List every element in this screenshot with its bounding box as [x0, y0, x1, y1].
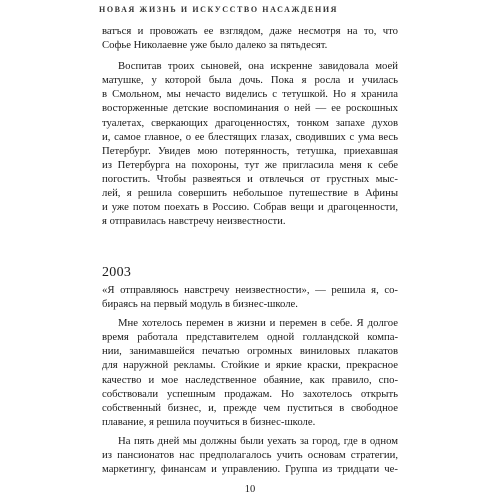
text-line: погостить. Чтобы развеяться и отвлечься от грустных мыс- [102, 172, 398, 185]
text-line: бираясь на первый модуль в бизнес-школе. [102, 298, 298, 311]
text-line: Воспитав троих сыновей, она искренне завидовала моей [118, 60, 398, 73]
text-line: нии, занимавшейся печатью огромных виниловых плакатов [102, 345, 398, 358]
text-line: собственный бизнес, и, прежде чем пуститься в свободное [102, 401, 398, 414]
paragraph [102, 316, 398, 429]
text-line: «Я отправляюсь навстречу неизвестности», — решила я, со- [102, 284, 398, 296]
paragraph [102, 434, 398, 476]
page-number: 10 [244, 484, 256, 495]
text-block-bottom [102, 283, 398, 476]
text-line: матушке, у которой была дочь. Пока я росла и училась [102, 74, 398, 87]
paragraph [102, 283, 398, 311]
text-line: восторженные детские воспоминания о ней — ее роскошных [102, 102, 398, 115]
text-line: и уже потом поехать в Россию. Собрав вещи и драгоценности, [102, 201, 398, 214]
text-line: для наружной рекламы. Стойкие и яркие краски, прекрасное [102, 359, 398, 372]
text-line: из пансионатов нас предполагалось учить основам стратегии, [102, 449, 398, 462]
text-line: собствовали успешным продажам. Но захотелось открыть [102, 387, 398, 400]
text-line: маркетингу, финансам и управлению. Группа из тридцати че- [102, 463, 398, 476]
text-line: я отправилась навстречу неизвестности. [102, 215, 286, 228]
paragraph [102, 24, 398, 52]
paragraph [102, 59, 398, 228]
text-line: из Петербурга на похороны, тут же пригласила меня к себе [102, 158, 398, 171]
text-line: плавание, я решила поучиться в бизнес-школе. [102, 415, 316, 428]
text-line: качество и мое наследственное обаяние, как правило, спо- [102, 373, 398, 386]
running-head: НОВАЯ ЖИЗНЬ И ИСКУССТВО НАСАЖДЕНИЯ [99, 5, 339, 14]
text-line: Мне хотелось перемен в жизни и перемен в себе. Я долгое [118, 317, 398, 330]
text-line: и, самое главное, о ее блестящих глазах, сводивших с ума весь [102, 130, 398, 143]
text-line: На пять дней мы должны были уехать за город, где в одном [118, 434, 398, 447]
text-line: Петербург. Увидев мою потерянность, тетушка, приехавшая [102, 144, 398, 157]
text-line: лей, я решила совершить небольшое путешествие в Афины [102, 187, 398, 200]
text-block-top [102, 24, 398, 228]
text-line: в Смольном, мы нечасто виделись с тетушкой. Но я хранила [102, 88, 398, 101]
text-line: Софье Николаевне уже было далеко за пятьдесят. [102, 39, 328, 52]
text-line: время работала представителем одной голландской компа- [102, 331, 398, 344]
section-heading-year: 2003 [102, 265, 132, 280]
text-line: ватъся и провожать ее взглядом, даже несмотря на то, что [102, 25, 398, 37]
text-line: туалетах, сверкающих драгоценностях, тонком запахе духов [102, 116, 398, 129]
